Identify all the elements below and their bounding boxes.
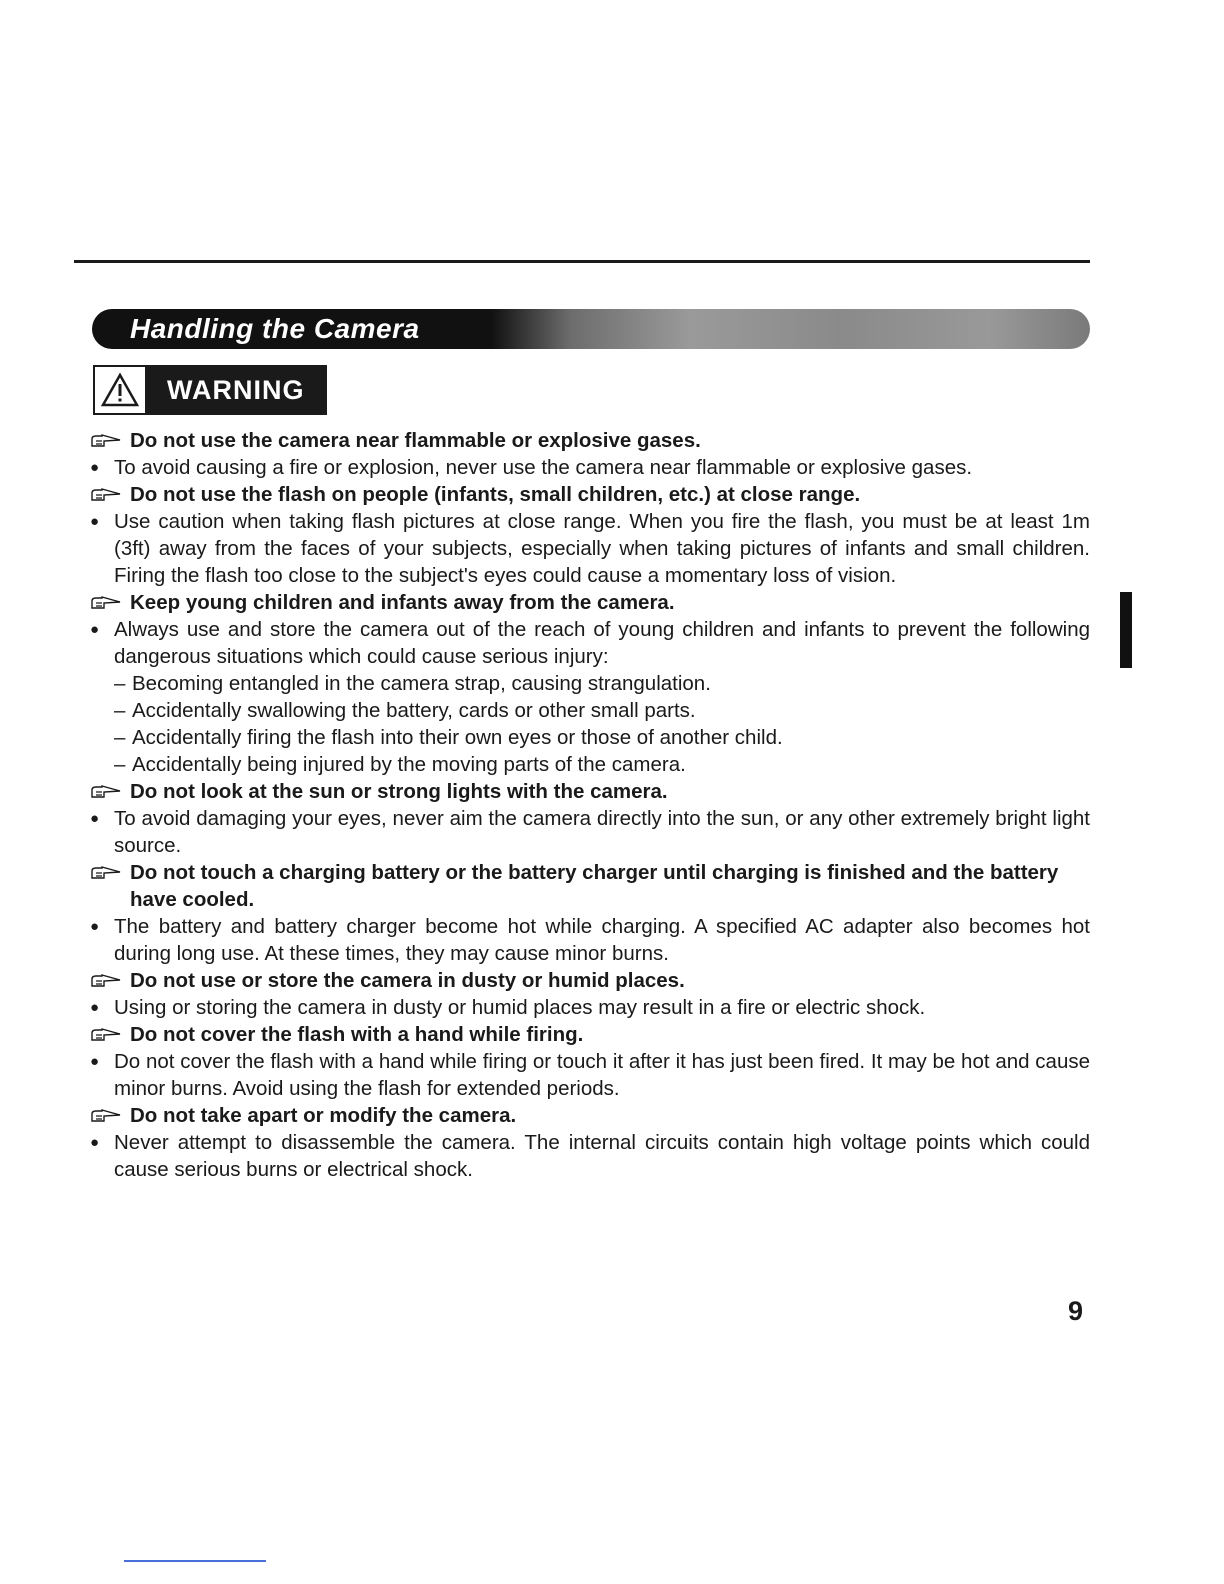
item-heading-text: Do not use the camera near flammable or explosive gases. <box>130 429 701 452</box>
dash-item-text: Accidentally firing the flash into their own eyes or those of another child. <box>132 726 783 749</box>
dash-item-text: Accidentally being injured by the moving parts of the camera. <box>132 753 686 776</box>
item-heading-text: Do not look at the sun or strong lights with the camera. <box>130 780 668 803</box>
pointing-hand-icon <box>90 859 130 886</box>
dash-marker: – <box>114 699 126 722</box>
bullet-dot-icon: ● <box>90 513 100 530</box>
dash-marker: – <box>114 672 126 695</box>
item-bullet <box>90 805 1090 859</box>
pointing-hand-icon <box>90 589 130 616</box>
pointing-hand-icon <box>90 1021 130 1048</box>
item-heading-text: Do not touch a charging battery or the battery charger until charging is finished and the battery have cooled. <box>130 861 1059 911</box>
bullet-dot-icon: ● <box>90 810 100 827</box>
item-heading-text: Do not take apart or modify the camera. <box>130 1104 517 1127</box>
dash-item-text: Becoming entangled in the camera strap, causing strangulation. <box>132 672 711 695</box>
pointing-hand-icon <box>90 1102 130 1129</box>
section-banner <box>92 309 1090 349</box>
item-heading <box>90 589 1090 616</box>
section-title: Handling the Camera <box>130 313 420 344</box>
dash-item-text: Accidentally swallowing the battery, cards or other small parts. <box>132 699 696 722</box>
item-heading-text: Keep young children and infants away from the camera. <box>130 591 675 614</box>
item-bullet-text: Using or storing the camera in dusty or humid places may result in a fire or electric shock. <box>114 996 926 1019</box>
pointing-hand-icon <box>90 967 130 994</box>
item-bullet <box>90 508 1090 589</box>
page-number: 9 <box>1068 1296 1084 1326</box>
warning-text: WARNING <box>147 365 327 415</box>
item-heading <box>90 427 1090 454</box>
chapter-tab-marker <box>1120 592 1132 668</box>
item-heading <box>90 1102 1090 1129</box>
item-bullet <box>90 1048 1090 1102</box>
item-heading-text: Do not cover the flash with a hand while firing. <box>130 1023 584 1046</box>
pointing-hand-icon <box>90 778 130 805</box>
item-bullet <box>90 913 1090 967</box>
item-bullet-text: To avoid damaging your eyes, never aim the camera directly into the sun, or any other extremely bright light source. <box>114 807 1090 857</box>
dash-item <box>90 724 1090 751</box>
bullet-dot-icon: ● <box>90 1053 100 1070</box>
item-bullet-text: The battery and battery charger become hot while charging. A specified AC adapter also becomes hot during long use. At these times, they may cause minor burns. <box>114 915 1090 965</box>
dash-marker: – <box>114 726 126 749</box>
item-bullet-text: To avoid causing a fire or explosion, never use the camera near flammable or explosive gases. <box>114 456 973 479</box>
item-heading <box>90 967 1090 994</box>
item-bullet-text: Use caution when taking flash pictures at close range. When you fire the flash, you must be at least 1m (3ft) away from the faces of your subjects, especially when taking pictures of infants and small children. Firing the flash too close to the subject's eyes could cause a momentary loss of vision. <box>114 510 1090 587</box>
bullet-dot-icon: ● <box>90 918 100 935</box>
dash-marker: – <box>114 753 126 776</box>
item-heading <box>90 778 1090 805</box>
bullet-dot-icon: ● <box>90 999 100 1016</box>
warning-label <box>93 365 327 415</box>
item-heading-text: Do not use or store the camera in dusty or humid places. <box>130 969 685 992</box>
item-bullet-text: Do not cover the flash with a hand while firing or touch it after it has just been fired. It may be hot and cause minor burns. Avoid using the flash for extended periods. <box>114 1050 1090 1100</box>
item-heading <box>90 1021 1090 1048</box>
warning-list <box>90 427 1090 1183</box>
bullet-dot-icon: ● <box>90 459 100 476</box>
item-bullet <box>90 454 1090 481</box>
item-bullet-text: Never attempt to disassemble the camera. The internal circuits contain high voltage points which could cause serious burns or electrical shock. <box>114 1131 1090 1181</box>
top-rule <box>74 260 1090 263</box>
item-heading-text: Do not use the flash on people (infants, small children, etc.) at close range. <box>130 483 861 506</box>
bottom-rule <box>124 1560 266 1562</box>
bullet-dot-icon: ● <box>90 621 100 638</box>
pointing-hand-icon <box>90 427 130 454</box>
item-heading <box>90 859 1090 913</box>
dash-item <box>90 697 1090 724</box>
item-bullet <box>90 616 1090 670</box>
warning-triangle-icon <box>93 365 147 415</box>
item-heading <box>90 481 1090 508</box>
pointing-hand-icon <box>90 481 130 508</box>
item-bullet <box>90 994 1090 1021</box>
item-bullet-text: Always use and store the camera out of the reach of young children and infants to prevent the following dangerous situations which could cause serious injury: <box>114 618 1090 668</box>
bullet-dot-icon: ● <box>90 1134 100 1151</box>
dash-item <box>90 751 1090 778</box>
item-bullet <box>90 1129 1090 1183</box>
dash-item <box>90 670 1090 697</box>
